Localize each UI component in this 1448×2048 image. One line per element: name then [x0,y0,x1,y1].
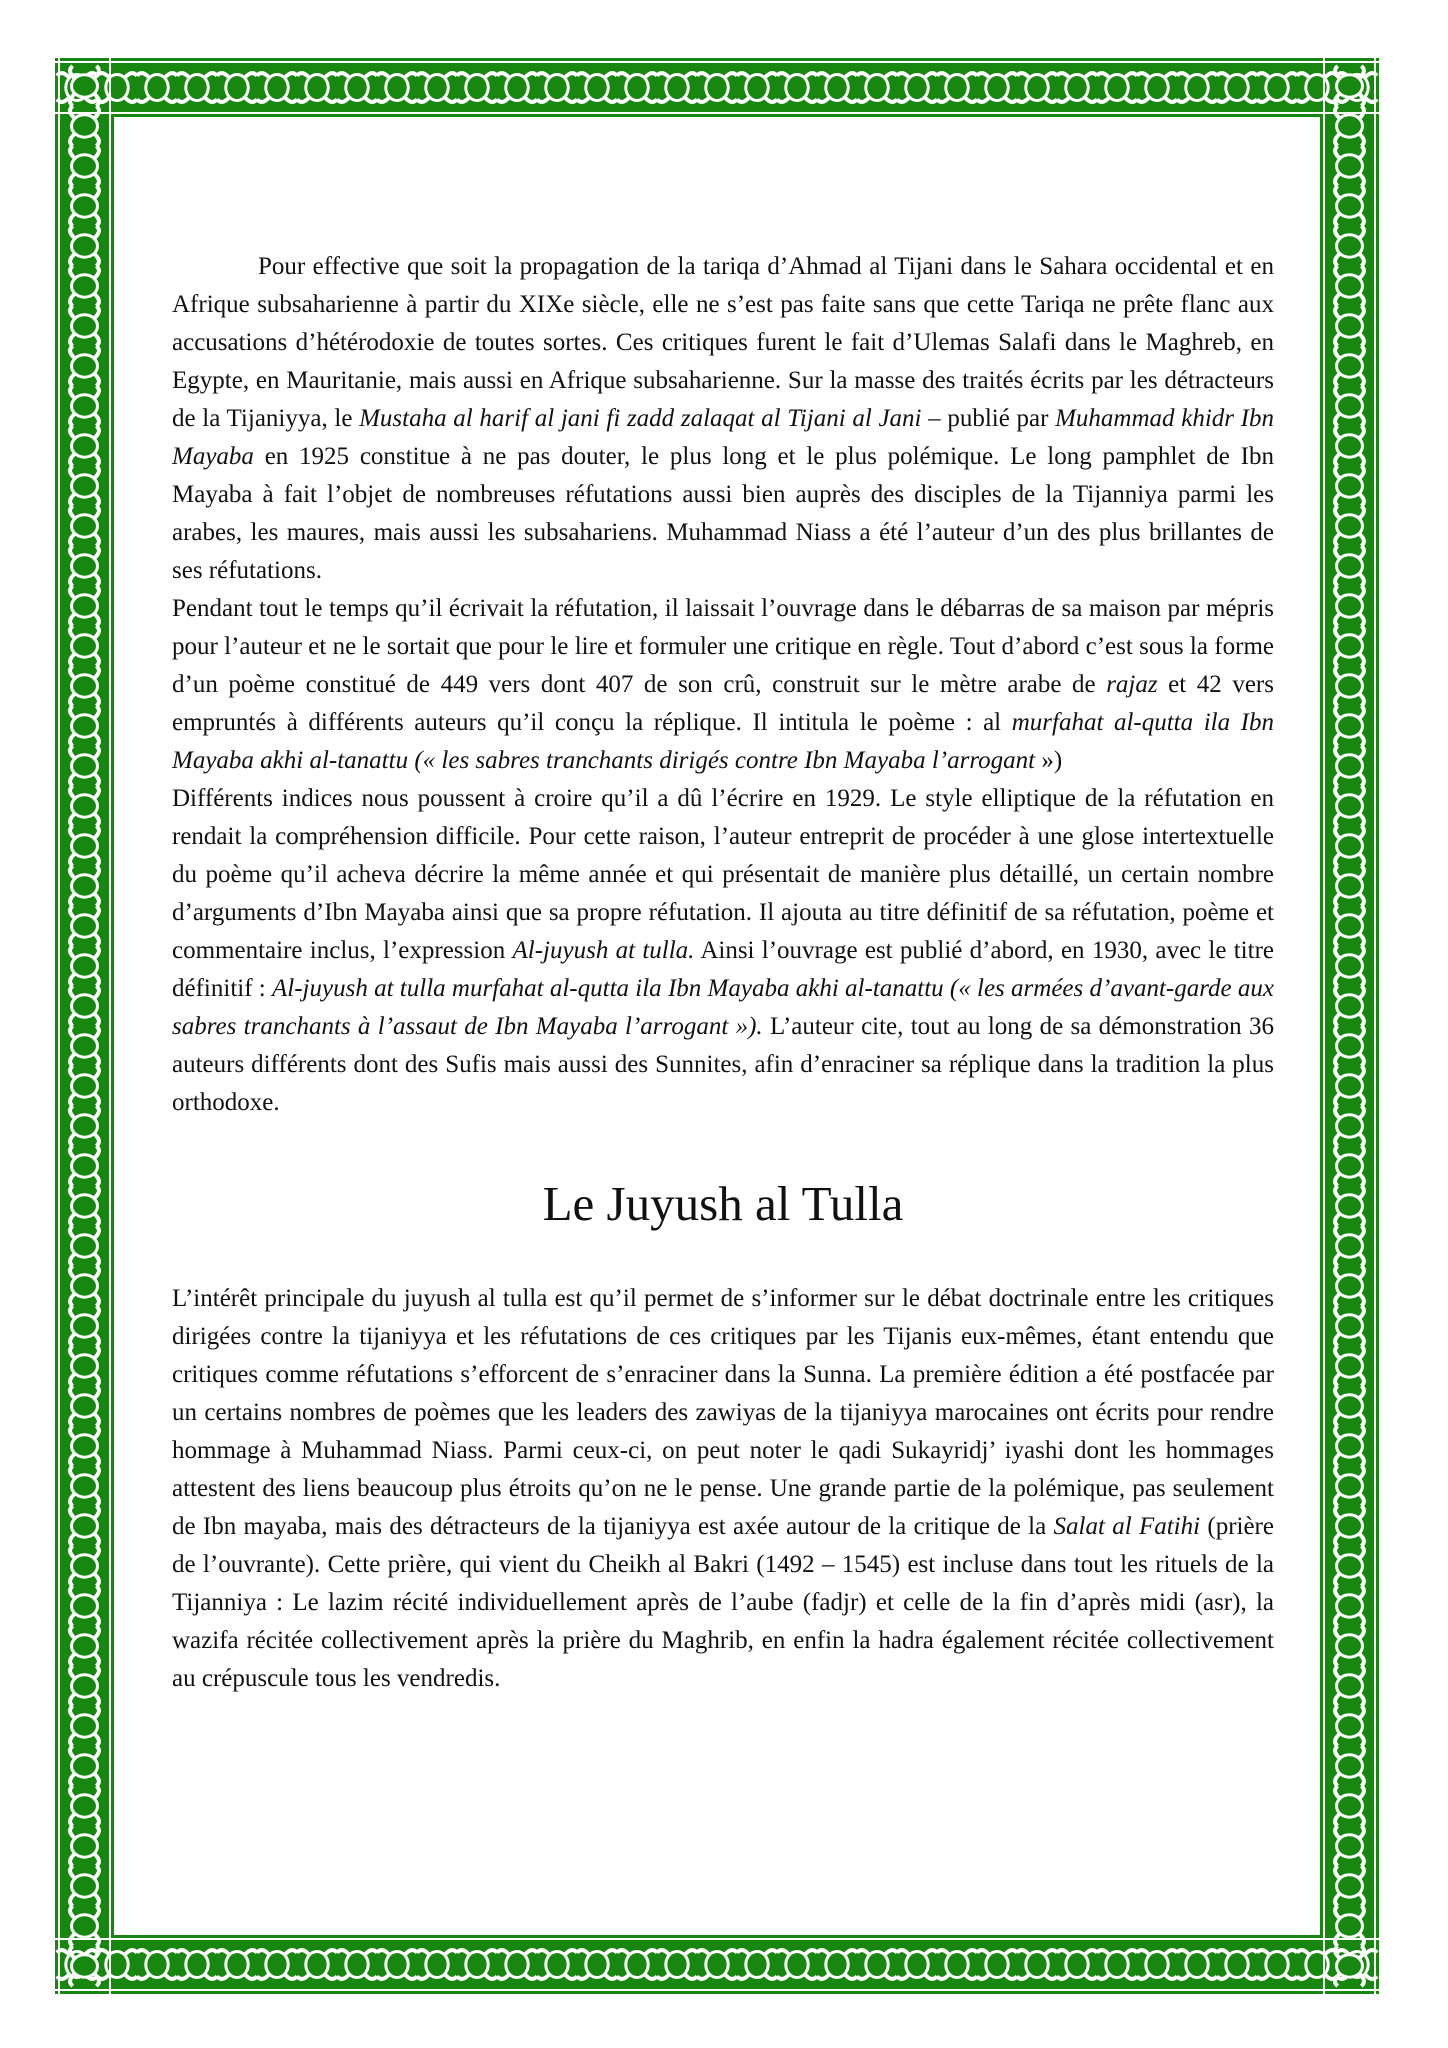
paragraph-publication [172,780,1274,1122]
paragraph-interest [172,1280,1274,1698]
text-run: en 1925 constitue à ne pas douter, le plus long et le plus polémique. Le long pamphlet de Ibn Mayaba à fait l’objet de nombreuses réfutations aussi bien auprès des disciples de la Tijanniya parmi les arabes, les maures, mais aussi les subsahariens. Muhammad Niass a été l’auteur d’un des plus brillantes de ses réfutations. [172,443,1274,584]
celtic-knot-border-left-icon [55,58,114,1994]
text-run: et 42 vers empruntés à différents auteurs qu’il conçu la réplique. Il intitula le poème : al [172,671,1274,736]
paragraph-intro [172,248,1274,590]
italic-run: murfahat al-qutta ila Ibn Mayaba akhi al-tanattu (« les sabres tranchants dirigés contre Ibn Mayaba l’arrogant [172,709,1275,774]
text-run: L’intérêt principale du juyush al tulla est qu’il permet de s’informer sur le débat doctrinale entre les critiques dirigées contre la tijaniyya et les réfutations de ces critiques par les Tijanis eux-mêmes, étant entendu que critiques comme réfutations s’efforcent de s’enraciner dans la Sunna. La première édition a été postfacée par un certains nombres de poèmes que les leaders des zawiyas de la tijaniyya marocaines ont écrits pour rendre hommage à Muhammad Niass. Parmi ceux-ci, on peut noter le qadi Sukayridj’ iyashi dont les hommages attestent des liens beaucoup plus étroits qu’on ne le pense. Une grande partie de la polémique, pas seulement de Ibn mayaba, mais des détracteurs de la tijaniyya est axée autour de la critique de la [172,1285,1274,1540]
text-run: Ainsi l’ouvrage est publié d’abord, en 1930, avec le titre définitif : [172,937,1274,1002]
text-run: Différents indices nous poussent à croire qu’il a dû l’écrire en 1929. Le style elliptique de la réfutation en rendait la compréhension difficile. Pour cette raison, l’auteur entreprit de procéder à une glose intertextuelle du poème qu’il acheva décrire la même année et qui présentait de manière plus détaillé, un certain nombre d’arguments d’Ibn Mayaba ainsi que sa propre réfutation. Il ajouta au titre définitif de sa réfutation, poème et commentaire inclus, l’expression [172,785,1274,964]
knot-bottom-svg [55,1935,1379,1994]
italic-run: Al-juyush at tulla murfahat al-qutta ila Ibn Mayaba akhi al-tanattu (« les armées d’avant-garde aux sabres tranchants à l’assaut de Ibn Mayaba l’arrogant »). [172,975,1274,1040]
italic-run: Muhammad khidr Ibn Mayaba [172,405,1274,470]
italic-run: Salat al Fatihi [1053,1513,1201,1540]
celtic-knot-border-right-icon [1320,58,1379,1994]
paragraph-writing [172,590,1274,780]
document-body [172,248,1274,1698]
italic-run: Al-juyush at tulla. [512,937,695,964]
celtic-knot-border-top-icon [55,58,1379,117]
section-heading: Le Juyush al Tulla [542,1176,904,1231]
text-run: ») [1035,747,1063,774]
text-run: – publié par [921,405,1056,432]
text-run: (prière de l’ouvrante). Cette prière, qui vient du Cheikh al Bakri (1492 – 1545) est incluse dans tout les rituels de la Tijanniya : Le lazim récité individuellement après de l’aube (fadjr) et celle de la fin d’après midi (asr), la wazifa récitée collectivement après la prière du Maghrib, en enfin la hadra également récitée collectivement au crépuscule tous les vendredis. [172,1513,1274,1692]
italic-run: Mustaha al harif al jani fi zadd zalaqat al Tijani al Jani [359,405,922,432]
knot-left-svg [55,58,114,1994]
celtic-knot-border-bottom-icon [55,1935,1379,1994]
knot-right-svg [1320,58,1379,1994]
knot-top-svg [55,58,1379,117]
text-run: Pour effective que soit la propagation de la tariqa d’Ahmad al Tijani dans le Sahara occidental et en Afrique subsaharienne à partir du XIXe siècle, elle ne s’est pas faite sans que cette Tariqa ne prête flanc aux accusations d’hétérodoxie de toutes sortes. Ces critiques furent le fait d’Ulemas Salafi dans le Maghreb, en Egypte, en Mauritanie, mais aussi en Afrique subsaharienne. Sur la masse des traités écrits par les détracteurs de la Tijaniyya, le [172,253,1274,432]
text-run: Pendant tout le temps qu’il écrivait la réfutation, il laissait l’ouvrage dans le débarras de sa maison par mépris pour l’auteur et ne le sortait que pour le lire et formuler une critique en règle. Tout d’abord c’est sous la forme d’un poème constitué de 449 vers dont 407 de son crû, construit sur le mètre arabe de [172,595,1274,698]
italic-run: rajaz [1106,671,1158,698]
text-run: L’auteur cite, tout au long de sa démonstration 36 auteurs différents dont des Sufis mais aussi des Sunnites, afin d’enraciner sa réplique dans la tradition la plus orthodoxe. [172,1013,1274,1116]
